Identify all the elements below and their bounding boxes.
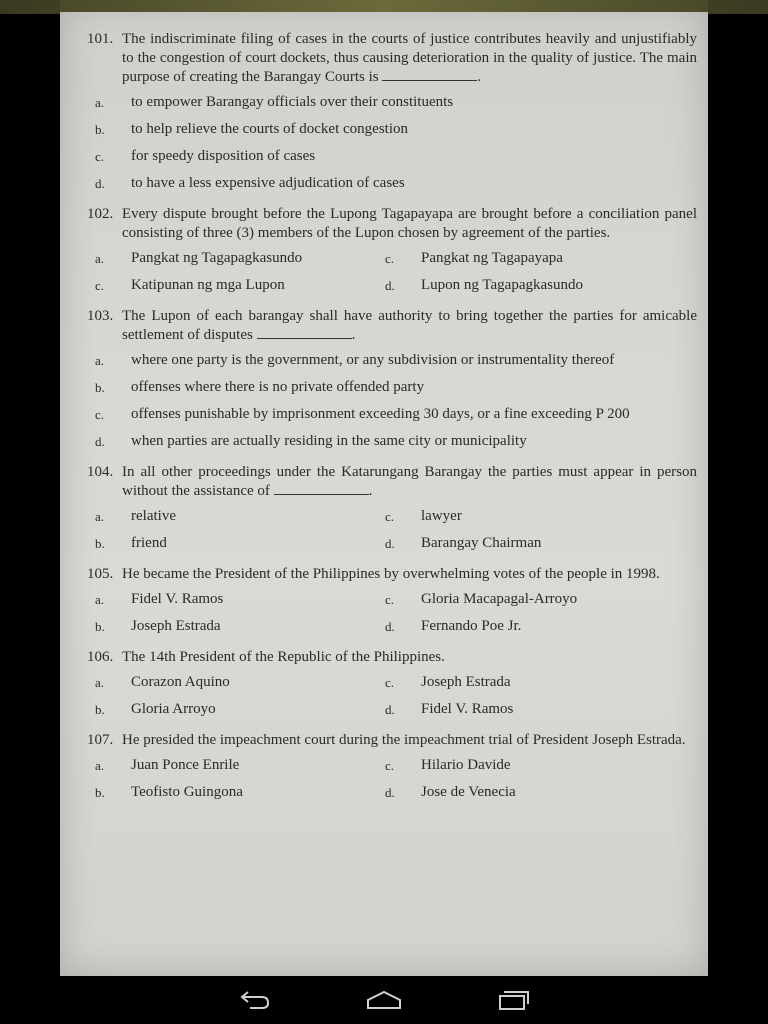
question-text: The 14th President of the Republic of the Philippines. [122, 649, 445, 665]
option-letter: c. [385, 675, 395, 690]
question-stem [87, 463, 697, 501]
option-letter: b. [95, 785, 105, 800]
option-text: Fidel V. Ramos [131, 591, 224, 607]
answer-option [87, 405, 697, 424]
question-stem [87, 648, 697, 667]
answer-option [87, 351, 697, 370]
blank-suffix: . [351, 327, 356, 343]
answer-option [377, 590, 667, 609]
question-item [87, 463, 697, 553]
question-number: 106. [87, 649, 114, 665]
answer-options [87, 93, 697, 193]
answer-option [377, 507, 667, 526]
option-text: Gloria Arroyo [131, 701, 216, 717]
option-letter: b. [95, 536, 105, 551]
question-text-wrap [122, 205, 697, 243]
answer-blank [257, 326, 352, 339]
option-text: when parties are actually residing in the same city or municipality [131, 433, 527, 449]
question-item [87, 565, 697, 636]
option-text: Pangkat ng Tagapayapa [421, 250, 563, 266]
option-text: Fidel V. Ramos [421, 701, 514, 717]
answer-options [87, 756, 697, 802]
option-text: offenses punishable by imprisonment exceeding 30 days, or a fine exceeding P 200 [131, 406, 630, 422]
answer-blank [382, 68, 477, 81]
option-letter: a. [95, 592, 105, 607]
question-item [87, 30, 697, 193]
question-number: 105. [87, 566, 114, 582]
question-item [87, 205, 697, 295]
android-navigation-bar [0, 976, 768, 1024]
answer-option [377, 617, 667, 636]
question-stem [87, 307, 697, 345]
home-button[interactable] [364, 988, 404, 1012]
option-text: to help relieve the courts of docket congestion [131, 121, 408, 137]
option-letter: d. [385, 785, 395, 800]
option-letter: b. [95, 619, 105, 634]
answer-option [377, 700, 667, 719]
question-number: 107. [87, 732, 114, 748]
questions-list [87, 30, 697, 814]
answer-option [87, 617, 377, 636]
option-text: Pangkat ng Tagapagkasundo [131, 250, 303, 266]
answer-option [87, 756, 377, 775]
recent-apps-icon [492, 988, 532, 1012]
answer-option [87, 276, 377, 295]
option-letter: c. [385, 592, 395, 607]
option-letter: a. [95, 675, 105, 690]
option-text: Gloria Macapagal-Arroyo [421, 591, 578, 607]
question-text-wrap [122, 463, 697, 501]
blank-suffix: . [477, 69, 482, 85]
answer-options [87, 249, 697, 295]
option-letter: b. [95, 702, 105, 717]
answer-option [87, 673, 377, 692]
answer-option [87, 590, 377, 609]
answer-option [87, 507, 377, 526]
option-letter: a. [95, 251, 105, 266]
option-text: offenses where there is no private offended party [131, 379, 425, 395]
option-letter: c. [95, 407, 105, 422]
answer-options [87, 590, 697, 636]
question-item [87, 731, 697, 802]
answer-option [377, 534, 667, 553]
option-text: Corazon Aquino [131, 674, 230, 690]
option-text: Jose de Venecia [421, 784, 516, 800]
option-text: Hilario Davide [421, 757, 511, 773]
answer-options [87, 673, 697, 719]
answer-option [87, 174, 697, 193]
option-text: to empower Barangay officials over their constituents [131, 94, 454, 110]
question-number: 101. [87, 31, 114, 47]
option-text: lawyer [421, 508, 462, 524]
option-text: to have a less expensive adjudication of cases [131, 175, 405, 191]
answer-option [377, 756, 667, 775]
answer-option [87, 120, 697, 139]
question-stem [87, 205, 697, 243]
blank-suffix: . [368, 483, 373, 499]
option-text: where one party is the government, or any subdivision or instrumentality thereof [131, 352, 615, 368]
option-text: Katipunan ng mga Lupon [131, 277, 285, 293]
question-text-wrap [122, 307, 697, 345]
option-text: relative [131, 508, 176, 524]
option-letter: a. [95, 353, 105, 368]
exam-paper [60, 0, 708, 976]
option-letter: d. [385, 619, 395, 634]
option-letter: b. [95, 380, 105, 395]
answer-blank [274, 482, 369, 495]
option-text: Fernando Poe Jr. [421, 618, 522, 634]
option-letter: c. [95, 278, 105, 293]
question-text-wrap [122, 648, 697, 667]
option-letter: d. [385, 536, 395, 551]
paper-top-edge [60, 0, 708, 12]
option-text: Juan Ponce Enrile [131, 757, 240, 773]
option-letter: d. [385, 702, 395, 717]
question-text: The Lupon of each barangay shall have authority to bring together the parties for amicable settlement of disputes [122, 308, 697, 343]
answer-option [87, 249, 377, 268]
answer-option [87, 93, 697, 112]
question-text-wrap [122, 565, 697, 584]
question-item [87, 307, 697, 451]
option-text: Joseph Estrada [421, 674, 511, 690]
question-stem [87, 731, 697, 750]
option-text: for speedy disposition of cases [131, 148, 316, 164]
option-text: friend [131, 535, 167, 551]
answer-option [377, 783, 667, 802]
answer-option [377, 276, 667, 295]
answer-option [87, 432, 697, 451]
question-text-wrap [122, 731, 697, 750]
recent-apps-button[interactable] [492, 988, 532, 1012]
answer-option [87, 783, 377, 802]
answer-option [87, 378, 697, 397]
question-item [87, 648, 697, 719]
question-stem [87, 30, 697, 87]
question-number: 103. [87, 308, 114, 324]
option-letter: c. [385, 251, 395, 266]
answer-options [87, 507, 697, 553]
option-text: Barangay Chairman [421, 535, 542, 551]
option-letter: a. [95, 758, 105, 773]
option-letter: c. [385, 509, 395, 524]
answer-option [87, 147, 697, 166]
option-letter: b. [95, 122, 105, 137]
option-letter: c. [95, 149, 105, 164]
question-text: He became the President of the Philippines by overwhelming votes of the people in 1998. [122, 566, 660, 582]
question-text: He presided the impeachment court during the impeachment trial of President Joseph Estrada. [122, 732, 686, 748]
option-text: Teofisto Guingona [131, 784, 243, 800]
option-letter: d. [95, 434, 105, 449]
option-letter: a. [95, 509, 105, 524]
question-number: 104. [87, 464, 114, 480]
question-number: 102. [87, 206, 114, 222]
option-letter: a. [95, 95, 105, 110]
option-text: Joseph Estrada [131, 618, 221, 634]
back-button[interactable] [236, 988, 276, 1012]
option-text: Lupon ng Tagapagkasundo [421, 277, 583, 293]
home-icon [364, 988, 404, 1012]
question-stem [87, 565, 697, 584]
option-letter: c. [385, 758, 395, 773]
question-text: In all other proceedings under the Katarungang Barangay the parties must appear in person without the assistance of [122, 464, 697, 499]
question-text: Every dispute brought before the Lupong Tagapayapa are brought before a conciliation panel consisting of three (3) members of the Lupon chosen by agreement of the parties. [122, 206, 697, 241]
option-letter: d. [385, 278, 395, 293]
option-letter: d. [95, 176, 105, 191]
answer-option [87, 700, 377, 719]
answer-option [87, 534, 377, 553]
answer-options [87, 351, 697, 451]
question-text-wrap [122, 30, 697, 87]
answer-option [377, 249, 667, 268]
answer-option [377, 673, 667, 692]
question-text: The indiscriminate filing of cases in the courts of justice contributes heavily and unjustifiably to the congestion of court dockets, thus causing deterioration in the quality of justice. The main purpose of creating the Barangay Courts is [122, 31, 697, 85]
back-icon [236, 988, 276, 1012]
